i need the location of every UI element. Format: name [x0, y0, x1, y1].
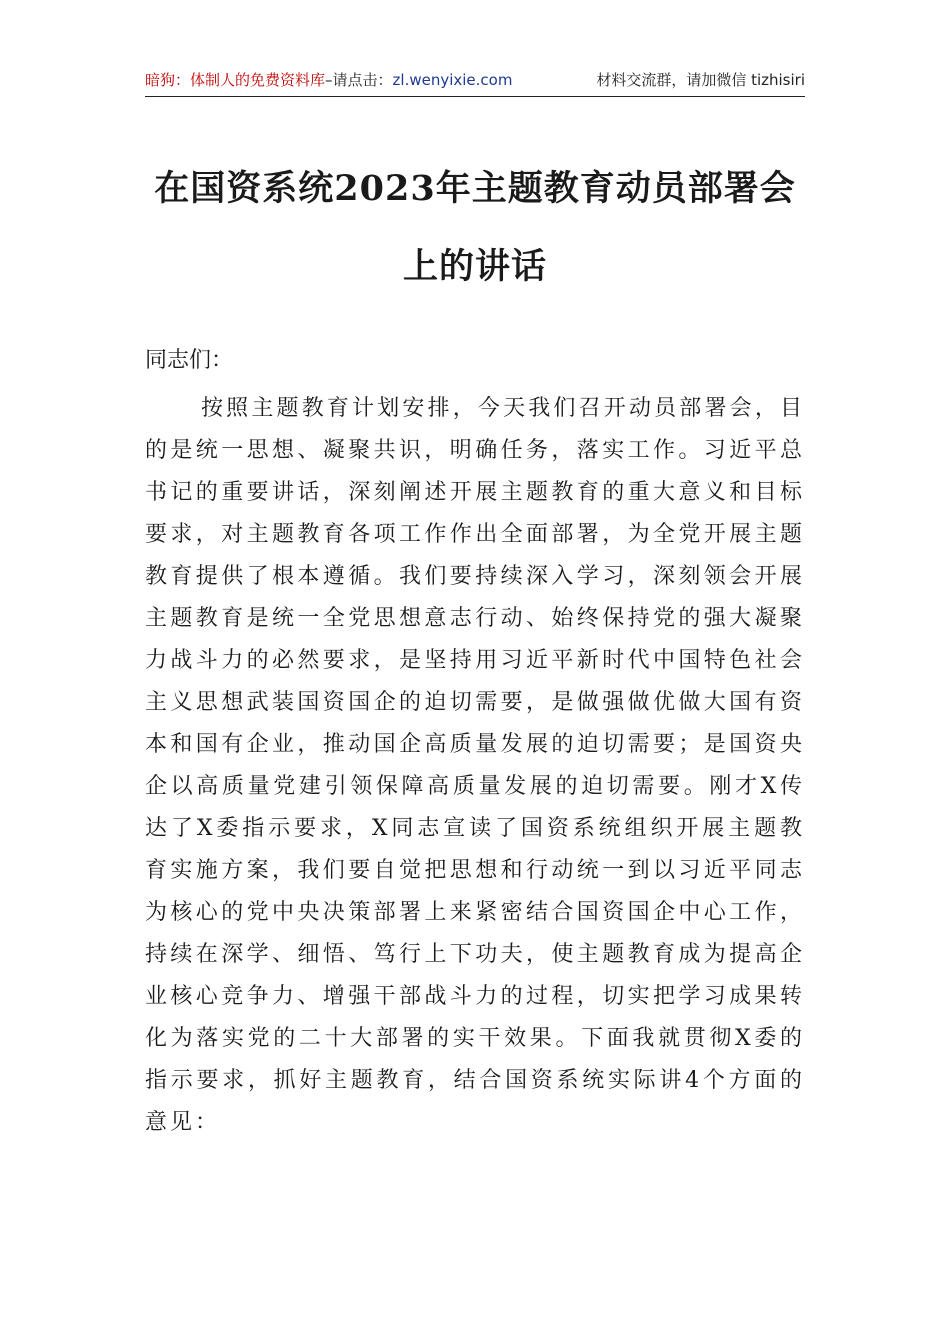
document-title: 在国资系统2023年主题教育动员部署会上的讲话: [154, 168, 796, 287]
contact-info: 材料交流群，请加微信 tizhisiri: [596, 70, 805, 89]
header-left: [145, 69, 512, 90]
click-prompt: –请点击：: [325, 70, 393, 89]
source-label: 暗狗：体制人的免费资料库: [145, 70, 326, 89]
page-header: [145, 66, 805, 97]
greeting: 同志们：: [145, 348, 234, 373]
source-url-link[interactable]: zl.wenyixie.com: [392, 70, 513, 89]
body-paragraph: 按照主题教育计划安排，今天我们召开动员部署会，目的是统一思想、凝聚共识，明确任务，落实工作。习近平总书记的重要讲话，深刻阐述开展主题教育的重大意义和目标要求，对主题教育各项工作作出全面部署，为全党开展主题教育提供了根本遵循。我们要持续深入学习，深刻领会开展主题教育是统一全党思想意志行动、始终保持党的强大凝聚力战斗力的必然要求，是坚持用习近平新时代中国特色社会主义思想武装国资国企的迫切需要，是做强做优做大国有资本和国有企业，推动国企高质量发展的迫切需要；是国资央企以高质量党建引领保障高质量发展的迫切需要。刚才X传达了X委指示要求，X同志宣读了国资系统组织开展主题教育实施方案，我们要自觉把思想和行动统一到以习近平同志为核心的党中央决策部署上来紧密结合国资国企中心工作，持续在深学、细悟、笃行上下功夫，使主题教育成为提高企业核心竞争力、增强干部战斗力的过程，切实把学习成果转化为落实党的二十大部署的实干效果。下面我就贯彻X委的指示要求，抓好主题教育，结合国资系统实际讲4个方面的意见：: [145, 396, 805, 1135]
